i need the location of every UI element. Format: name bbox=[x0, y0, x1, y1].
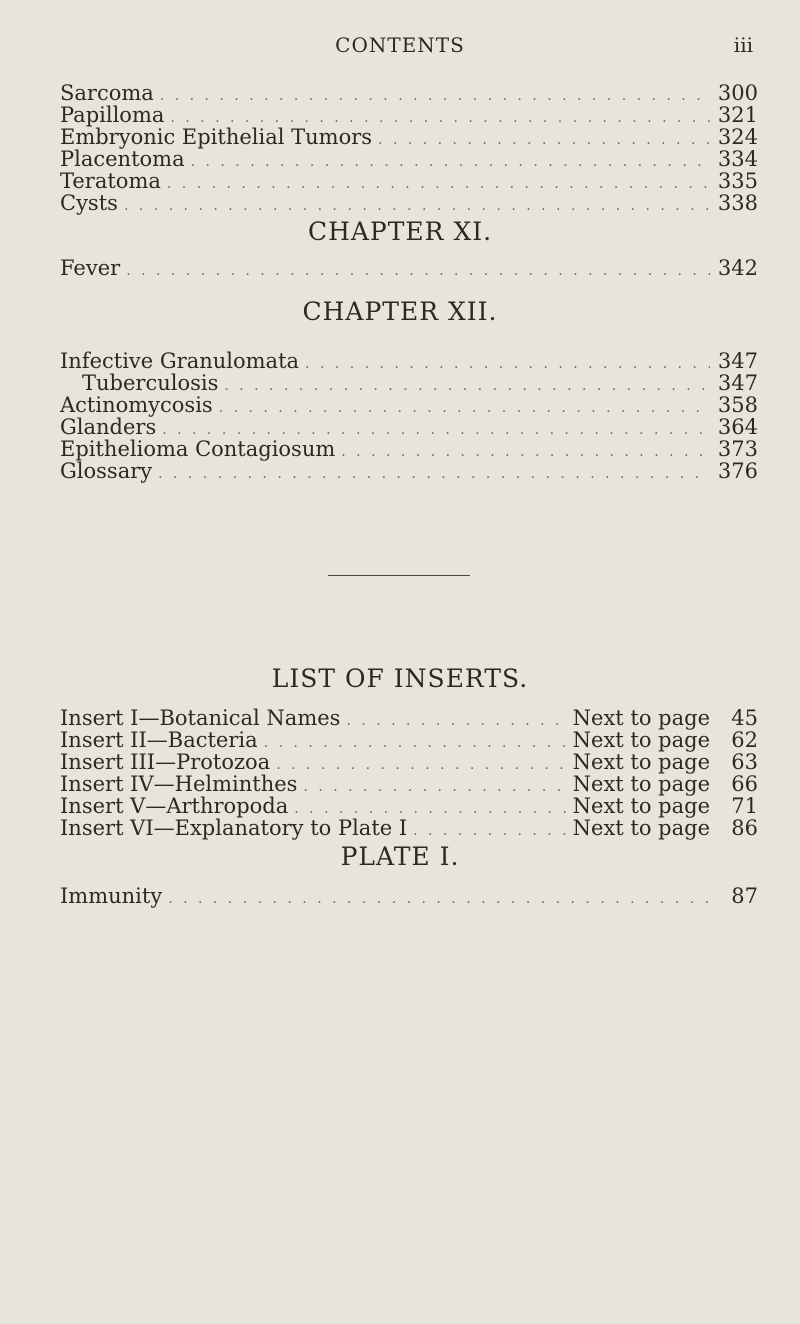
toc-entry[interactable]: Tuberculosis . . . 347 bbox=[60, 372, 758, 394]
toc-entry[interactable]: Embryonic Epithelial Tumors . . . 324 bbox=[60, 126, 758, 148]
toc-section-3 bbox=[60, 350, 758, 482]
toc-entry[interactable]: Cysts . . . 338 bbox=[60, 192, 758, 214]
insert-page: 86 bbox=[731, 816, 758, 840]
insert-page: 66 bbox=[731, 772, 758, 796]
toc-page: 347 bbox=[717, 371, 758, 395]
toc-page: 321 bbox=[717, 103, 758, 127]
plate-page: 87 bbox=[731, 884, 758, 908]
dot-leader bbox=[191, 151, 710, 173]
dot-leader bbox=[413, 820, 568, 842]
toc-section-1 bbox=[60, 82, 758, 214]
dot-leader bbox=[341, 441, 710, 463]
insert-entry[interactable]: Insert IV—Helminthes . . . Next to page 66 bbox=[60, 773, 758, 795]
toc-page: 347 bbox=[717, 349, 758, 373]
dot-leader bbox=[167, 173, 710, 195]
dot-leader bbox=[160, 85, 710, 107]
dot-leader bbox=[224, 375, 710, 397]
toc-entry[interactable]: Fever . . . 342 bbox=[60, 257, 758, 279]
dot-leader bbox=[158, 463, 710, 485]
toc-entry[interactable]: Teratoma . . . 335 bbox=[60, 170, 758, 192]
dot-leader bbox=[276, 754, 568, 776]
toc-entry[interactable]: Epithelioma Contagiosum . . . 373 bbox=[60, 438, 758, 460]
insert-entry[interactable]: Insert V—Arthropoda . . . Next to page 71 bbox=[60, 795, 758, 817]
plate-list bbox=[60, 885, 758, 907]
toc-entry[interactable]: Papilloma . . . 321 bbox=[60, 104, 758, 126]
section-divider bbox=[328, 575, 470, 576]
page-title: CONTENTS bbox=[335, 33, 465, 57]
page-number: iii bbox=[733, 33, 753, 57]
toc-page: 358 bbox=[717, 393, 758, 417]
plate-heading: PLATE I. bbox=[340, 842, 460, 871]
toc-page: 373 bbox=[717, 437, 758, 461]
inserts-list bbox=[60, 707, 758, 839]
toc-entry[interactable]: Sarcoma . . . 300 bbox=[60, 82, 758, 104]
dot-leader bbox=[126, 260, 710, 282]
insert-entry[interactable]: Insert II—Bacteria . . . Next to page 62 bbox=[60, 729, 758, 751]
dot-leader bbox=[168, 888, 710, 910]
dot-leader bbox=[346, 710, 568, 732]
toc-section-2 bbox=[60, 257, 758, 279]
toc-page: 334 bbox=[717, 147, 758, 171]
insert-entry[interactable]: Insert VI—Explanatory to Plate I . . . Next to page 86 bbox=[60, 817, 758, 839]
dot-leader bbox=[378, 129, 710, 151]
toc-page: 324 bbox=[717, 125, 758, 149]
toc-entry[interactable]: Glanders . . . 364 bbox=[60, 416, 758, 438]
inserts-heading: LIST OF INSERTS. bbox=[271, 664, 529, 693]
toc-page: 338 bbox=[717, 191, 758, 215]
insert-entry[interactable]: Insert I—Botanical Names . . . Next to page 45 bbox=[60, 707, 758, 729]
toc-page: 364 bbox=[717, 415, 758, 439]
page-header bbox=[0, 33, 800, 63]
insert-page: 71 bbox=[731, 794, 758, 818]
insert-entry[interactable]: Insert III—Protozoa . . . Next to page 63 bbox=[60, 751, 758, 773]
chapter-heading: CHAPTER XI. bbox=[307, 217, 493, 246]
toc-entry[interactable]: Glossary . . . 376 bbox=[60, 460, 758, 482]
dot-leader bbox=[219, 397, 710, 419]
dot-leader bbox=[124, 195, 710, 217]
toc-entry[interactable]: Placentoma . . . 334 bbox=[60, 148, 758, 170]
dot-leader bbox=[264, 732, 569, 754]
insert-page: 45 bbox=[731, 706, 758, 730]
dot-leader bbox=[303, 776, 568, 798]
plate-entry[interactable]: Immunity . . . 87 bbox=[60, 885, 758, 907]
toc-page: 300 bbox=[717, 81, 758, 105]
chapter-heading: CHAPTER XII. bbox=[302, 297, 498, 326]
insert-page: 63 bbox=[731, 750, 758, 774]
toc-page: 376 bbox=[717, 459, 758, 483]
toc-page: 342 bbox=[717, 256, 758, 280]
toc-entry[interactable]: Infective Granulomata . . . 347 bbox=[60, 350, 758, 372]
toc-page: 335 bbox=[717, 169, 758, 193]
toc-entry[interactable]: Actinomycosis . . . 358 bbox=[60, 394, 758, 416]
insert-page: 62 bbox=[731, 728, 758, 752]
dot-leader bbox=[305, 353, 710, 375]
